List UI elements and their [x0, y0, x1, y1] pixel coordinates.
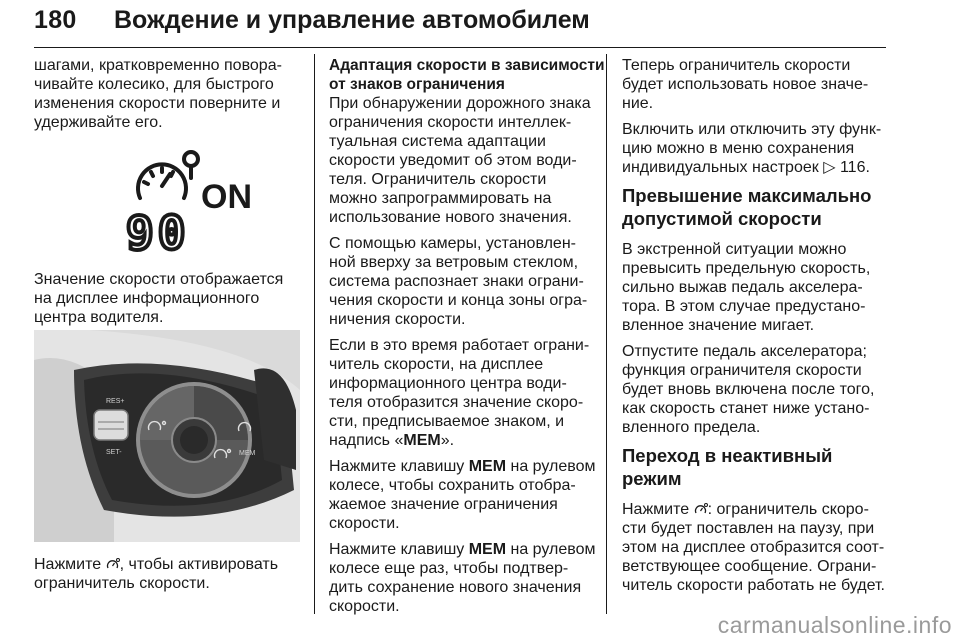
section-heading-sign-adaptation: Адаптация скорости в зависимости от знаков ограничения: [329, 57, 605, 93]
paragraph: Нажмите клавишу MEM на рулевом колесе, чтобы сохранить отобра- жаемое значение ограничения скорости.: [329, 458, 596, 532]
section-heading-inactive: Переход в неактивный режим: [622, 445, 833, 489]
set-label: SET-: [106, 449, 122, 456]
page-number: 180: [34, 6, 77, 34]
column-3: [622, 56, 890, 602]
speed-limiter-icon: [138, 152, 198, 198]
paragraph: Нажмите : ограничитель скоро- сти будет поставлен на паузу, при этом на дисплее отобразится соот- ветствующее сообщение. Ограни- читель скорости работать не будет.: [622, 501, 885, 594]
paragraph: С помощью камеры, установлен- ной вверху за ветровым стеклом, система распознает знаки ограни- чения скорости и конца зоны огра- ничения скорости.: [329, 235, 588, 328]
page-ref-link[interactable]: 116.: [839, 159, 870, 176]
page-header: [34, 4, 886, 48]
caption-activate: Нажмите , чтобы активировать ограничитель скорости.: [34, 556, 279, 592]
res-label: RES+: [106, 398, 125, 405]
column-divider: [314, 54, 315, 614]
paragraph: Если в это время работает ограни- читель скорости, на дисплее информационного центра води- теля отобразится значение скоро- сти, предписываемое знаком, и надпись «MEM».: [329, 337, 590, 449]
mem-label: MEM: [239, 450, 256, 457]
paragraph: Включить или отключить эту функ- цию можно в меню сохранения индивидуальных настроек ▷ 116.: [622, 121, 882, 176]
speed-limiter-display-image: [34, 146, 300, 252]
steering-wheel-controls-image: [34, 330, 300, 542]
column-divider: [606, 54, 607, 614]
limiter-speed-value: 90: [126, 206, 190, 252]
paragraph: При обнаружении дорожного знака ограничения скорости интеллек- туальная система адаптации скорости уведомит об этом води- теля. Ограничитель скорости можно запрограммировать на использование нового значения.: [329, 95, 591, 226]
caption-display: Значение скорости отображается на дисплее информационного центра водителя.: [34, 271, 284, 326]
paragraph: Отпустите педаль акселератора; функция ограничителя скорости будет вновь включена после того, как скорость станет ниже устано- вленного предела.: [622, 343, 875, 436]
page-title: Вождение и управление автомобилем: [114, 6, 590, 34]
paragraph: Теперь ограничитель скорости будет использовать новое значе- ние.: [622, 57, 869, 112]
column-2: [329, 56, 605, 623]
intro-paragraph: шагами, кратковременно повора- чивайте колесико, для быстрого изменения скорости поверните и удерживайте его.: [34, 57, 282, 131]
paragraph: Нажмите клавишу MEM на рулевом колесе еще раз, чтобы подтвер- дить сохранение нового значения скорости.: [329, 541, 596, 615]
speed-limiter-symbol-icon: [106, 557, 120, 571]
section-heading-exceed: Превышение максимально допустимой скорости: [622, 185, 872, 229]
page-ref-icon[interactable]: ▷: [823, 159, 836, 176]
column-1: [34, 56, 300, 139]
watermark: carmanualsonline.info: [717, 612, 952, 638]
speed-limiter-symbol-icon: [694, 502, 708, 516]
paragraph: В экстренной ситуации можно превысить предельную скорость, сильно выжав педаль акселера- тора. В этом случае предустано- вленное значение мигает.: [622, 241, 871, 334]
limiter-state-text: ON: [201, 178, 252, 216]
